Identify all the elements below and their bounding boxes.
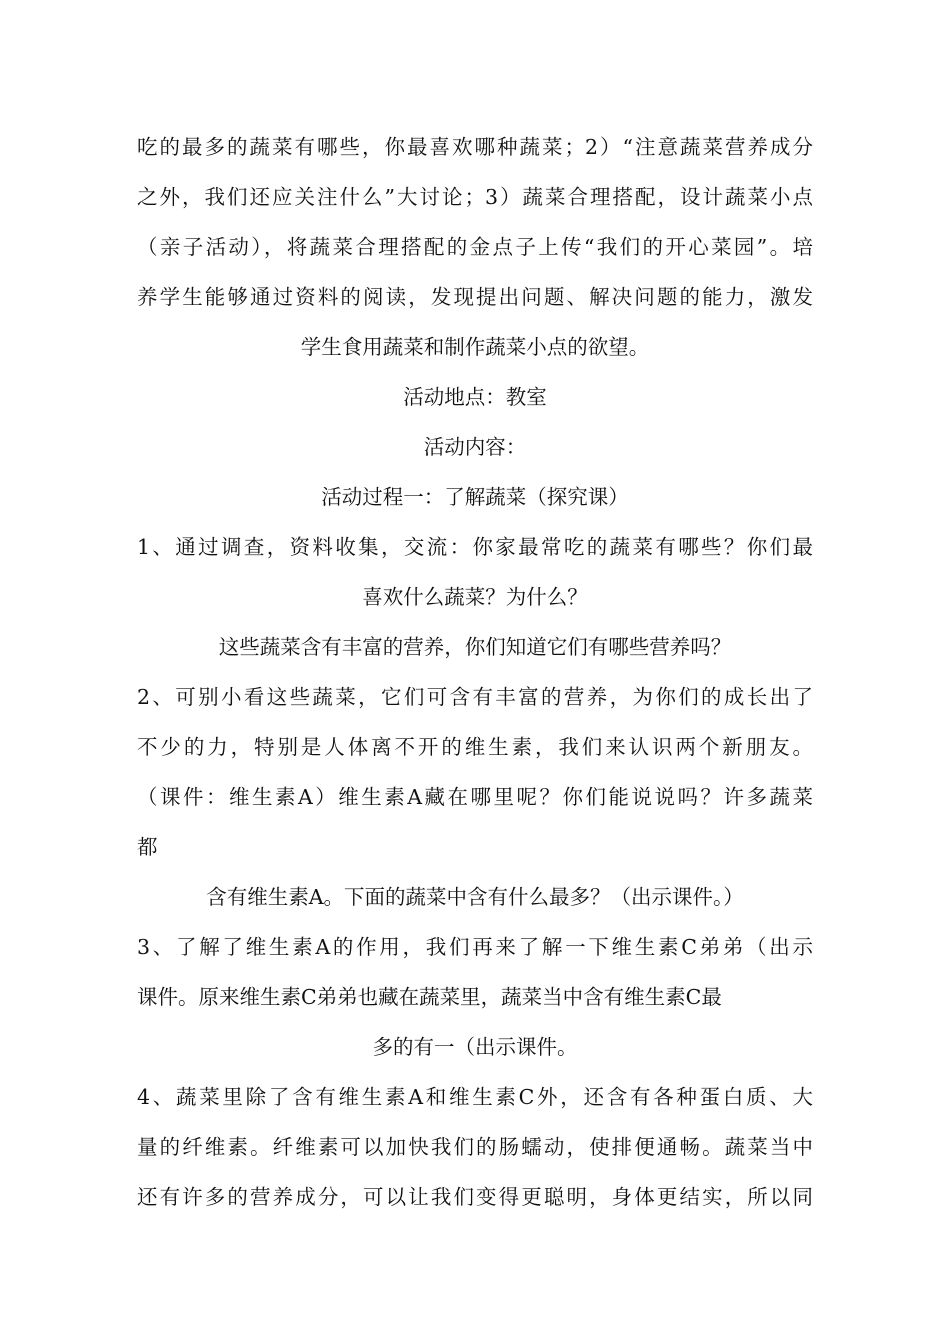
- paragraph-line: 3、了解了维生素A的作用，我们再来了解一下维生素C弟弟（出示: [137, 935, 813, 959]
- paragraph-line: （亲子活动），将蔬菜合理搭配的金点子上传“我们的开心菜园”。培: [137, 235, 813, 259]
- paragraph-line: 多的有一（出示课件。: [372, 1035, 578, 1059]
- paragraph-line: 2、可别小看这些蔬菜，它们可含有丰富的营养，为你们的成长出了: [137, 685, 813, 709]
- activity-location: 活动地点：教室: [403, 385, 547, 409]
- paragraph-line: 4、蔬菜里除了含有维生素A和维生素C外，还含有各种蛋白质、大: [137, 1085, 813, 1109]
- paragraph-line: 量的纤维素。纤维素可以加快我们的肠蠕动，使排便通畅。蔬菜当中: [137, 1135, 813, 1159]
- paragraph-line: 还有许多的营养成分，可以让我们变得更聪明，身体更结实，所以同: [137, 1185, 813, 1209]
- paragraph-line: 喜欢什么蔬菜？为什么？: [362, 585, 588, 609]
- paragraph-line: 课件。原来维生素C弟弟也藏在蔬菜里，蔬菜当中含有维生素C最: [137, 985, 722, 1009]
- paragraph-line: 都: [137, 835, 158, 859]
- activity-content-heading: 活动内容：: [423, 435, 527, 459]
- paragraph-line: 之外，我们还应关注什么”大讨论；3）蔬菜合理搭配，设计蔬菜小点: [137, 185, 813, 209]
- paragraph-line: 养学生能够通过资料的阅读，发现提出问题、解决问题的能力，激发: [137, 285, 813, 309]
- paragraph-line: 不少的力，特别是人体离不开的维生素，我们来认识两个新朋友。: [137, 735, 813, 759]
- paragraph-line: 含有维生素A。下面的蔬菜中含有什么最多？（出示课件。）: [206, 885, 744, 909]
- paragraph-line: 吃的最多的蔬菜有哪些，你最喜欢哪种蔬菜；2）“注意蔬菜营养成分: [137, 135, 813, 159]
- paragraph-line: （课件：维生素A）维生素A藏在哪里呢？你们能说说吗？许多蔬菜: [137, 785, 813, 809]
- activity-process-heading: 活动过程一：了解蔬菜（探究课）: [321, 485, 629, 509]
- paragraph-line: 这些蔬菜含有丰富的营养，你们知道它们有哪些营养吗？: [218, 635, 732, 659]
- paragraph-line: 学生食用蔬菜和制作蔬菜小点的欲望。: [300, 335, 650, 359]
- paragraph-line: 1、通过调查，资料收集，交流：你家最常吃的蔬菜有哪些？你们最: [137, 535, 813, 559]
